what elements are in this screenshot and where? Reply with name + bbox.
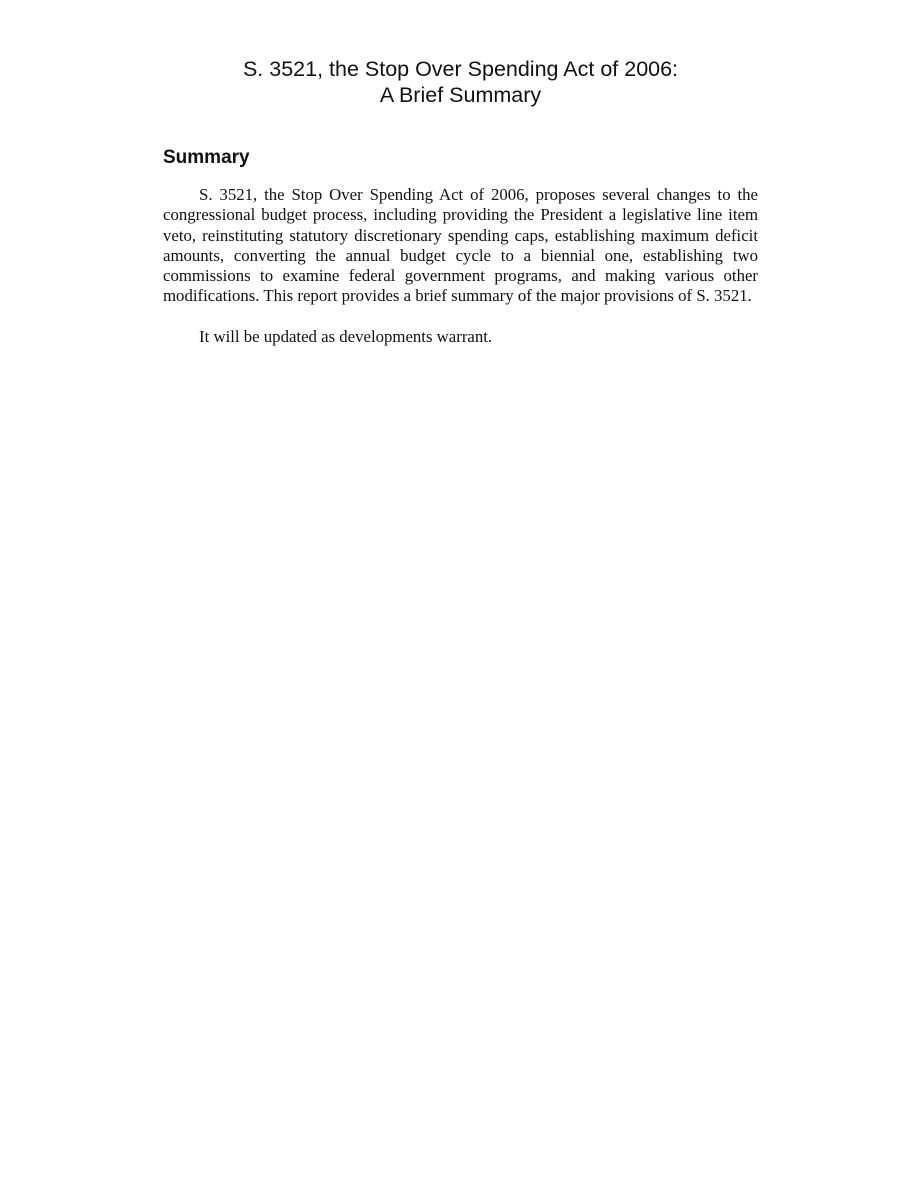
title-line-2: A Brief Summary — [379, 83, 542, 107]
document-page — [163, 56, 758, 347]
update-note-paragraph: It will be updated as developments warrant. — [199, 326, 493, 346]
title-line-1: S. 3521, the Stop Over Spending Act of 2006: — [242, 57, 679, 81]
section-heading-summary: Summary — [163, 147, 250, 168]
summary-paragraph: S. 3521, the Stop Over Spending Act of 2006, proposes several changes to the congressional budget process, including providing the President a legislative line item veto, reinstituting statutory discretionary spending caps, establishing maximum deficit amounts, converting the annual budget cycle to a biennial one, establishing two commissions to examine federal government programs, and making various other modifications. This report provides a brief summary of the major provisions of S. 3521. — [163, 185, 758, 306]
document-title — [163, 56, 758, 108]
